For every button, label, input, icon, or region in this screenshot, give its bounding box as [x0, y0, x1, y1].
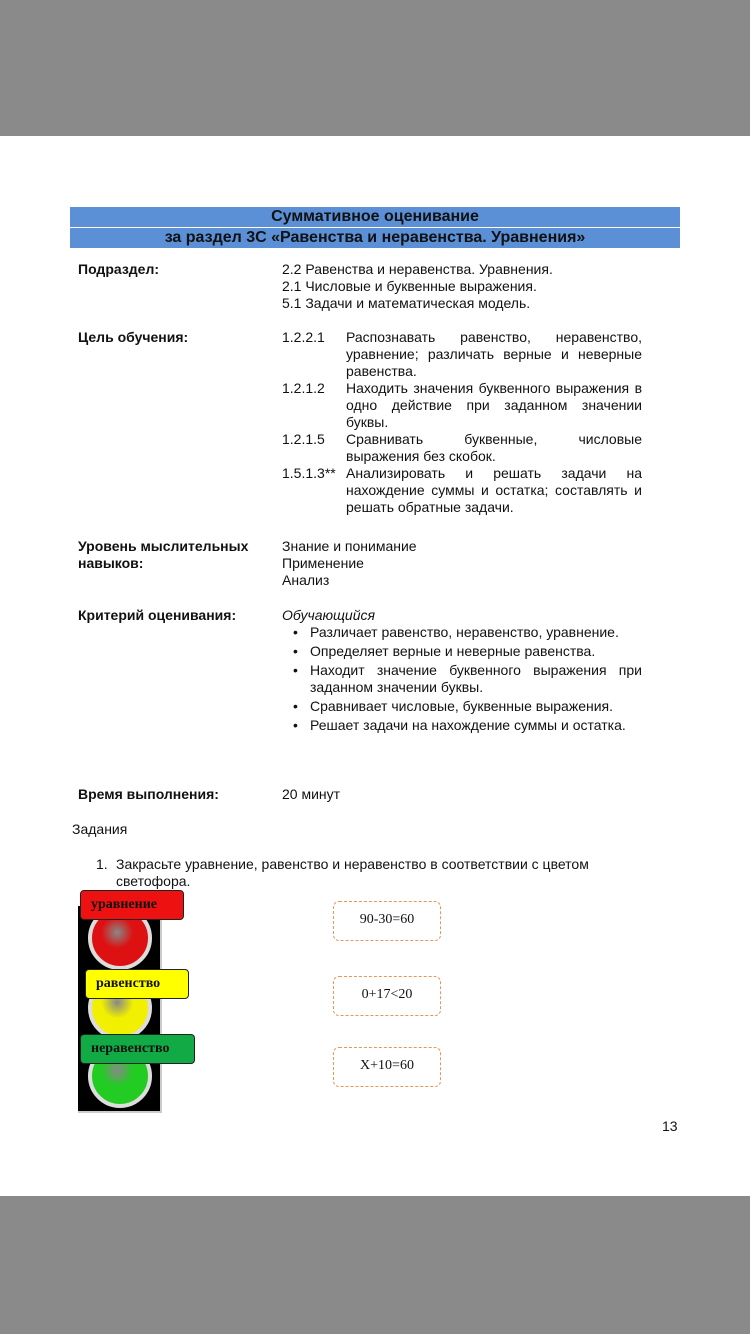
tag-equation: уравнение	[80, 890, 184, 920]
goal-text: Анализировать и решать задачи на нахождение суммы и остатка; составлять и решать обратные задачи.	[346, 465, 642, 515]
goal-text: Находить значения буквенного выражения в одно действие при заданном значении буквы.	[346, 380, 642, 430]
tasks-heading: Задания	[72, 821, 128, 837]
skills-values	[282, 538, 642, 589]
criteria-item: • Решает задачи на нахождение суммы и остатка.	[310, 717, 642, 734]
criteria-list	[282, 624, 642, 734]
subsection-item: 2.1 Числовые и буквенные выражения.	[282, 278, 537, 294]
skill-item: Анализ	[282, 572, 330, 588]
goal-code: 1.2.1.5	[282, 431, 325, 447]
expression-box[interactable]: X+10=60	[333, 1047, 441, 1087]
skills-label-line-1: Уровень мыслительных	[78, 538, 249, 554]
goal-item	[282, 380, 642, 431]
goals-list	[282, 329, 642, 516]
goals-label: Цель обучения:	[78, 329, 189, 345]
goal-text: Сравнивать буквенные, числовые выражения без скобок.	[346, 431, 642, 464]
criteria-block	[282, 607, 642, 736]
criteria-item: • Находит значение буквенного выражения при заданном значении буквы.	[310, 662, 642, 696]
subsection-label: Подраздел:	[78, 261, 160, 277]
criteria-item: • Сравнивает числовые, буквенные выражения.	[310, 698, 642, 715]
expression-box[interactable]: 0+17<20	[333, 976, 441, 1016]
task-number: 1.	[96, 856, 108, 872]
skills-label-line-2: навыков:	[78, 555, 144, 571]
goal-code: 1.5.1.3**	[282, 465, 336, 481]
goal-code: 1.2.2.1	[282, 329, 325, 345]
criteria-item: • Определяет верные и неверные равенства.	[310, 643, 642, 660]
task-1	[96, 856, 656, 890]
task-text: Закрасьте уравнение, равенство и неравенство в соответствии с цветом светофора.	[116, 856, 589, 889]
goal-item	[282, 329, 642, 380]
time-value: 20 минут	[282, 786, 341, 802]
skill-item: Применение	[282, 555, 364, 571]
criteria-label: Критерий оценивания:	[78, 607, 237, 623]
subsection-item: 2.2 Равенства и неравенства. Уравнения.	[282, 261, 553, 277]
tag-equality: равенство	[85, 969, 189, 999]
title-line-2: за раздел 3С «Равенства и неравенства. Уравнения»	[70, 227, 680, 248]
subsection-values	[282, 261, 642, 312]
criteria-intro: Обучающийся	[282, 607, 375, 623]
document-page	[0, 136, 750, 1196]
time-label: Время выполнения:	[78, 786, 219, 802]
goal-item	[282, 431, 642, 465]
subsection-item: 5.1 Задачи и математическая модель.	[282, 295, 531, 311]
tag-inequality: неравенство	[80, 1034, 195, 1064]
goal-code: 1.2.1.2	[282, 380, 325, 396]
expression-box[interactable]: 90-30=60	[333, 901, 441, 941]
goal-item	[282, 465, 642, 516]
criteria-item: • Различает равенство, неравенство, уравнение.	[310, 624, 642, 641]
skill-item: Знание и понимание	[282, 538, 417, 554]
skills-label	[78, 538, 248, 572]
title-line-1: Суммативное оценивание	[271, 208, 479, 225]
goal-text: Распознавать равенство, неравенство, уравнение; различать верные и неверные равенства.	[346, 329, 642, 379]
title-banner	[70, 207, 680, 248]
page-number: 13	[662, 1118, 678, 1134]
